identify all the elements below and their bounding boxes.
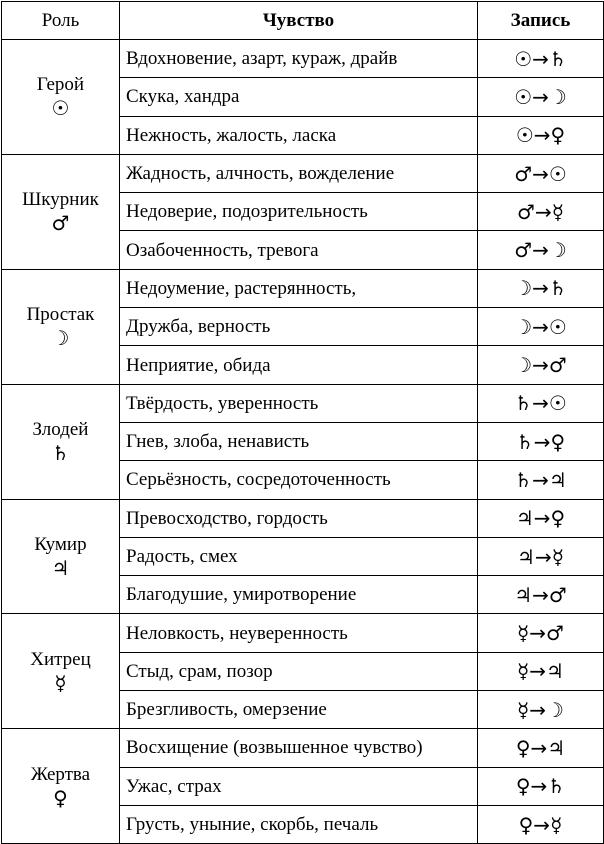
role-cell: [2, 40, 120, 155]
record-cell: ♀→♃: [478, 729, 604, 767]
role-name: Хитрец: [30, 648, 91, 670]
table-row: [2, 40, 604, 78]
role-cell: [2, 499, 120, 614]
role-cell: [2, 154, 120, 269]
record-cell: ♄→☉: [478, 384, 604, 422]
feeling-cell: Жадность, алчность, вожделение: [120, 154, 478, 192]
feeling-cell: Недоумение, растерянность,: [120, 269, 478, 307]
record-cell: ☽→☉: [478, 308, 604, 346]
record-cell: ☉→♀: [478, 116, 604, 154]
feeling-cell: Радость, смех: [120, 537, 478, 575]
feeling-cell: Неприятие, обида: [120, 346, 478, 384]
header-role: Роль: [2, 2, 120, 40]
table-row: [2, 499, 604, 537]
record-cell: ☉→♄: [478, 40, 604, 78]
record-cell: ☿→☽: [478, 691, 604, 729]
header-record: Запись: [478, 2, 604, 40]
record-cell: ♃→♀: [478, 499, 604, 537]
feeling-cell: Гнев, злоба, ненависть: [120, 422, 478, 460]
table-body: [2, 40, 604, 844]
table-row: [2, 729, 604, 767]
role-symbol: ♄: [51, 441, 70, 466]
feeling-cell: Стыд, срам, позор: [120, 652, 478, 690]
feeling-cell: Нежность, жалость, ласка: [120, 116, 478, 154]
header-row: [2, 2, 604, 40]
table-row: [2, 614, 604, 652]
role-name: Простак: [26, 304, 95, 326]
header-feeling: Чувство: [120, 2, 478, 40]
record-cell: ♂→☽: [478, 231, 604, 269]
role-symbol: ☉: [51, 96, 70, 121]
role-cell: [2, 384, 120, 499]
record-cell: ☉→☽: [478, 78, 604, 116]
record-cell: ☿→♃: [478, 652, 604, 690]
record-cell: ♃→☿: [478, 537, 604, 575]
role-symbol: ☽: [51, 326, 70, 351]
feeling-cell: Ужас, страх: [120, 767, 478, 805]
record-cell: ♀→☿: [478, 805, 604, 843]
feeling-cell: Вдохновение, азарт, кураж, драйв: [120, 40, 478, 78]
feeling-cell: Благодушие, умиротворение: [120, 576, 478, 614]
table-row: [2, 384, 604, 422]
record-cell: ☿→♂: [478, 614, 604, 652]
feeling-cell: Превосходство, гордость: [120, 499, 478, 537]
table-row: [2, 269, 604, 307]
role-name: Кумир: [34, 534, 87, 555]
record-cell: ☽→♂: [478, 346, 604, 384]
role-cell: [2, 614, 120, 729]
record-cell: ♂→☿: [478, 193, 604, 231]
record-cell: ♄→♃: [478, 461, 604, 499]
feeling-cell: Неловкость, неуверенность: [120, 614, 478, 652]
feeling-cell: Грусть, уныние, скорбь, печаль: [120, 805, 478, 843]
role-symbol: ♀: [53, 785, 68, 810]
record-cell: ☽→♄: [478, 269, 604, 307]
feeling-cell: Озабоченность, тревога: [120, 231, 478, 269]
feeling-cell: Восхищение (возвышенное чувство): [120, 729, 478, 767]
role-name: Злодей: [32, 419, 89, 441]
feeling-cell: Дружба, верность: [120, 308, 478, 346]
role-cell: [2, 269, 120, 384]
record-cell: ♀→♄: [478, 767, 604, 805]
role-symbol: ♃: [51, 556, 70, 580]
role-name: Жертва: [30, 763, 91, 785]
feeling-cell: Серьёзность, сосредоточенность: [120, 461, 478, 499]
role-name: Шкурник: [22, 189, 99, 211]
feeling-cell: Скука, хандра: [120, 78, 478, 116]
record-cell: ♄→♀: [478, 422, 604, 460]
record-cell: ♂→☉: [478, 154, 604, 192]
role-symbol: ♂: [51, 211, 70, 236]
record-cell: ♃→♂: [478, 576, 604, 614]
feeling-cell: Твёрдость, уверенность: [120, 384, 478, 422]
feeling-cell: Недоверие, подозрительность: [120, 193, 478, 231]
role-symbol: ☿: [54, 670, 67, 695]
role-cell: [2, 729, 120, 844]
feelings-table: [1, 1, 604, 844]
feeling-cell: Брезгливость, омерзение: [120, 691, 478, 729]
role-name: Герой: [36, 74, 85, 96]
table-row: [2, 154, 604, 192]
